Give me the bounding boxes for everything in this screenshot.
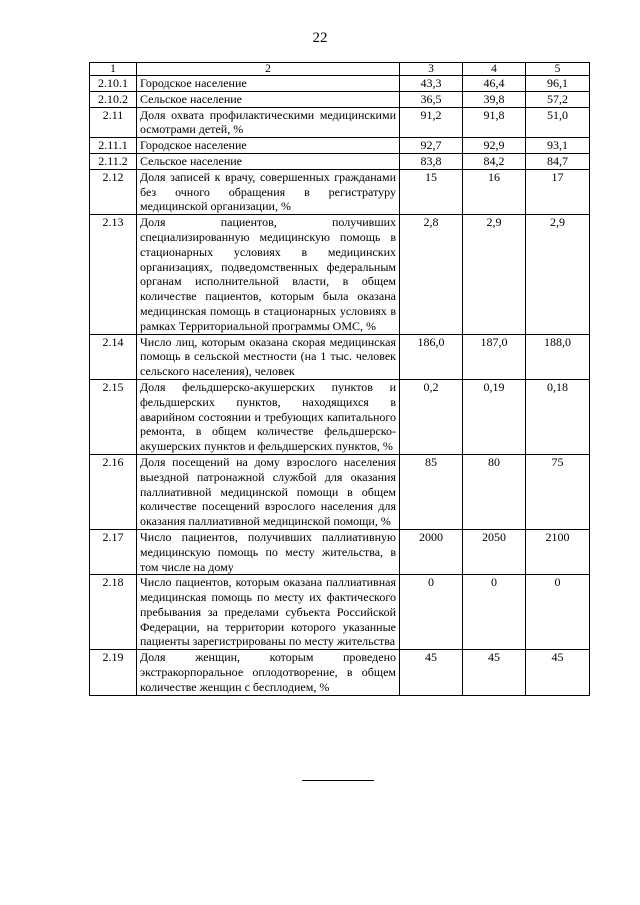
header-cell: 2 xyxy=(137,63,400,76)
value-col-3: 45 xyxy=(400,650,463,695)
table-row xyxy=(90,334,590,379)
row-description: Число пациентов, получивших паллиативную медицинскую помощь по месту жительства, в том числе на дому xyxy=(137,529,400,574)
footer-rule xyxy=(302,780,374,781)
value-col-4: 0 xyxy=(463,575,526,650)
row-number: 2.11.1 xyxy=(90,138,137,154)
value-col-5: 0,18 xyxy=(526,379,590,454)
row-number: 2.16 xyxy=(90,454,137,529)
row-description: Доля пациентов, получивших специализированную медицинскую помощь в стационарных условиях в медицинских организациях, подведомственных федеральным органам исполнительной власти, в общем количестве пациентов, которым была оказана медицинская помощь в стационарных условиях в рамках Территориальной программы ОМС, % xyxy=(137,215,400,334)
table-row xyxy=(90,169,590,214)
value-col-5: 45 xyxy=(526,650,590,695)
header-cell: 5 xyxy=(526,63,590,76)
table-row xyxy=(90,379,590,454)
row-description: Сельское население xyxy=(137,153,400,169)
header-cell: 4 xyxy=(463,63,526,76)
row-description: Доля записей к врачу, совершенных гражданами без очного обращения в регистратуру медицинской организации, % xyxy=(137,169,400,214)
table-row xyxy=(90,454,590,529)
value-col-4: 16 xyxy=(463,169,526,214)
table-row xyxy=(90,107,590,138)
table-row xyxy=(90,215,590,334)
value-col-5: 17 xyxy=(526,169,590,214)
value-col-3: 36,5 xyxy=(400,91,463,107)
row-number: 2.14 xyxy=(90,334,137,379)
value-col-5: 57,2 xyxy=(526,91,590,107)
value-col-4: 187,0 xyxy=(463,334,526,379)
value-col-4: 84,2 xyxy=(463,153,526,169)
value-col-5: 2,9 xyxy=(526,215,590,334)
value-col-3: 85 xyxy=(400,454,463,529)
table-row xyxy=(90,91,590,107)
row-description: Доля охвата профилактическими медицинскими осмотрами детей, % xyxy=(137,107,400,138)
value-col-3: 0,2 xyxy=(400,379,463,454)
row-number: 2.11 xyxy=(90,107,137,138)
row-number: 2.17 xyxy=(90,529,137,574)
value-col-4: 2,9 xyxy=(463,215,526,334)
value-col-3: 15 xyxy=(400,169,463,214)
table-row xyxy=(90,76,590,92)
row-description: Число лиц, которым оказана скорая медицинская помощь в сельской местности (на 1 тыс. человек сельского населения), человек xyxy=(137,334,400,379)
value-col-3: 186,0 xyxy=(400,334,463,379)
value-col-4: 80 xyxy=(463,454,526,529)
value-col-5: 75 xyxy=(526,454,590,529)
table-row xyxy=(90,138,590,154)
row-number: 2.19 xyxy=(90,650,137,695)
value-col-3: 43,3 xyxy=(400,76,463,92)
page-number: 22 xyxy=(312,30,328,46)
row-number: 2.10.1 xyxy=(90,76,137,92)
value-col-4: 46,4 xyxy=(463,76,526,92)
value-col-5: 93,1 xyxy=(526,138,590,154)
value-col-4: 39,8 xyxy=(463,91,526,107)
row-description: Сельское население xyxy=(137,91,400,107)
value-col-5: 188,0 xyxy=(526,334,590,379)
value-col-4: 0,19 xyxy=(463,379,526,454)
value-col-4: 45 xyxy=(463,650,526,695)
row-description: Доля фельдшерско-акушерских пунктов и фельдшерских пунктов, находящихся в аварийном состоянии и требующих капитального ремонта, в общем количестве фельдшерско-акушерских пунктов и фельдшерских пунктов, % xyxy=(137,379,400,454)
table-row xyxy=(90,575,590,650)
row-description: Городское население xyxy=(137,138,400,154)
value-col-3: 2,8 xyxy=(400,215,463,334)
row-description: Число пациентов, которым оказана паллиативная медицинская помощь по месту их фактического пребывания за пределами субъекта Российской Федерации, на территории которого указанные пациенты зарегистрированы по месту жительства xyxy=(137,575,400,650)
value-col-5: 84,7 xyxy=(526,153,590,169)
value-col-5: 51,0 xyxy=(526,107,590,138)
value-col-4: 92,9 xyxy=(463,138,526,154)
row-description: Городское население xyxy=(137,76,400,92)
value-col-5: 0 xyxy=(526,575,590,650)
table-body xyxy=(90,63,590,696)
header-cell: 3 xyxy=(400,63,463,76)
row-number: 2.11.2 xyxy=(90,153,137,169)
value-col-4: 91,8 xyxy=(463,107,526,138)
row-number: 2.15 xyxy=(90,379,137,454)
indicators-table xyxy=(89,62,590,696)
row-description: Доля женщин, которым проведено экстракорпоральное оплодотворение, в общем количестве женщин с бесплодием, % xyxy=(137,650,400,695)
row-number: 2.12 xyxy=(90,169,137,214)
row-number: 2.10.2 xyxy=(90,91,137,107)
row-description: Доля посещений на дому взрослого населения выездной патронажной службой для оказания паллиативной медицинской помощи в общем количестве посещений взрослого населения для оказания паллиативной медицинской помощи, % xyxy=(137,454,400,529)
table-row xyxy=(90,650,590,695)
value-col-3: 2000 xyxy=(400,529,463,574)
value-col-5: 96,1 xyxy=(526,76,590,92)
value-col-4: 2050 xyxy=(463,529,526,574)
row-number: 2.18 xyxy=(90,575,137,650)
value-col-3: 92,7 xyxy=(400,138,463,154)
value-col-3: 91,2 xyxy=(400,107,463,138)
table-row xyxy=(90,529,590,574)
value-col-3: 83,8 xyxy=(400,153,463,169)
row-number: 2.13 xyxy=(90,215,137,334)
value-col-5: 2100 xyxy=(526,529,590,574)
value-col-3: 0 xyxy=(400,575,463,650)
table-row xyxy=(90,153,590,169)
header-cell: 1 xyxy=(90,63,137,76)
header-row xyxy=(90,63,590,76)
